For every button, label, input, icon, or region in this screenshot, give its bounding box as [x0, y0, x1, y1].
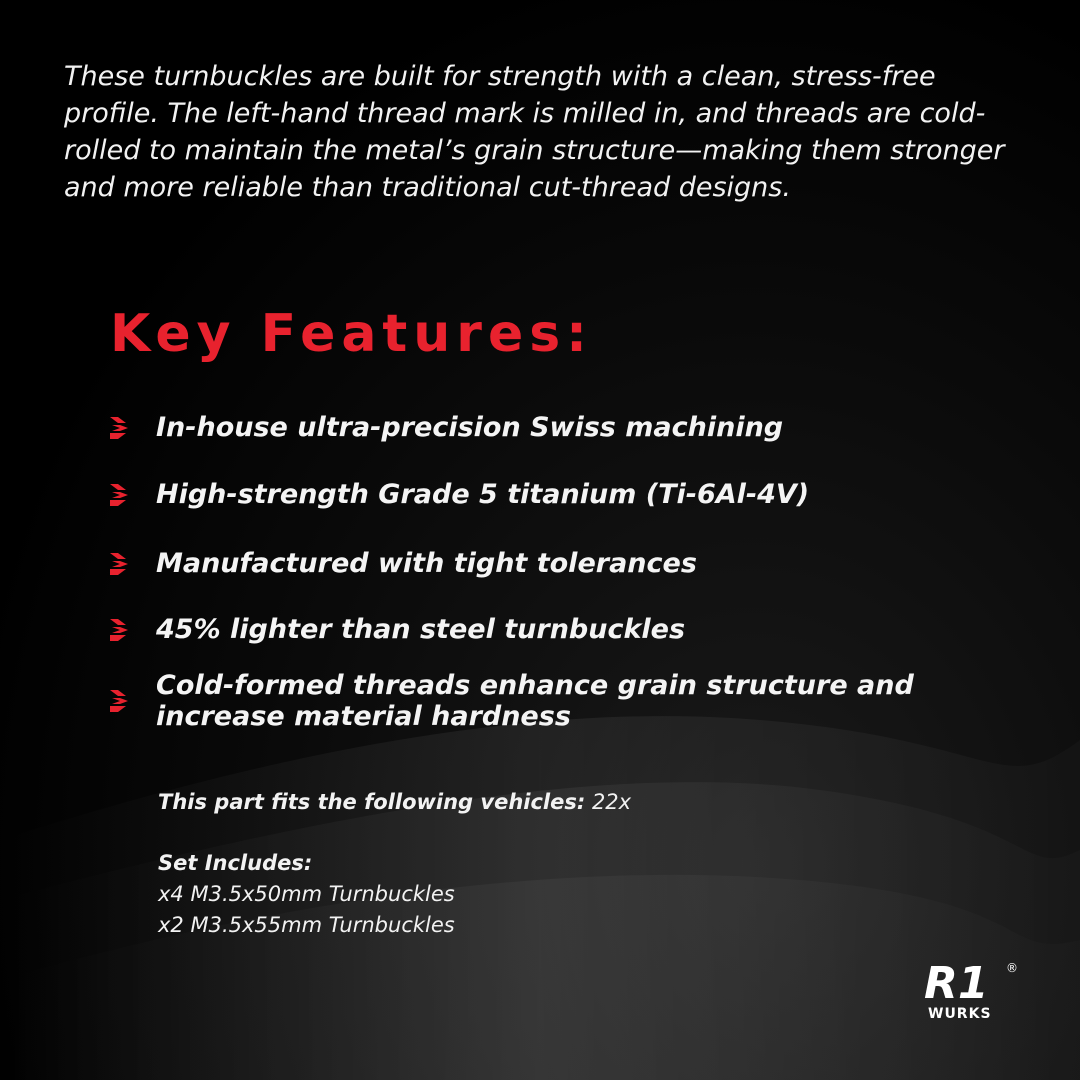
key-features-heading: Key Features: — [110, 304, 593, 364]
fitment-label: This part fits the following vehicles: — [158, 790, 586, 814]
feature-item — [108, 614, 1008, 645]
feature-text: Manufactured with tight tolerances — [156, 548, 697, 579]
chevron-right-icon — [108, 482, 130, 508]
set-includes — [158, 848, 455, 941]
registered-mark: ® — [1006, 961, 1018, 975]
r1-wurks-logo — [922, 958, 1022, 1024]
set-item: x4 M3.5x50mm Turnbuckles — [158, 882, 455, 906]
intro-paragraph: These turnbuckles are built for strength with a clean, stress-free profile. The left-hand thread mark is milled in, and threads are cold-rolled to maintain the metal’s grain structure—making them stronger and more reliable than traditional cut-thread designs. — [64, 61, 1005, 203]
feature-item — [108, 548, 1008, 579]
set-includes-label: Set Includes: — [158, 851, 313, 875]
chevron-right-icon — [108, 617, 130, 643]
feature-text: In-house ultra-precision Swiss machining — [156, 412, 784, 443]
feature-item — [108, 670, 1008, 732]
feature-text: Cold-formed threads enhance grain structure and increase material hardness — [156, 670, 914, 732]
feature-item — [108, 479, 1008, 510]
vehicle-fitment — [158, 788, 631, 816]
feature-item — [108, 412, 1008, 443]
logo-sub: WURKS — [928, 1006, 992, 1022]
fitment-value: 22x — [585, 790, 632, 814]
chevron-right-icon — [108, 415, 130, 441]
chevron-right-icon — [108, 551, 130, 577]
chevron-right-icon — [108, 688, 130, 714]
set-item: x2 M3.5x55mm Turnbuckles — [158, 913, 455, 937]
logo-mark: R1 — [924, 958, 989, 1009]
feature-text: High-strength Grade 5 titanium (Ti-6Al-4V) — [156, 479, 810, 510]
feature-text: 45% lighter than steel turnbuckles — [156, 614, 686, 645]
